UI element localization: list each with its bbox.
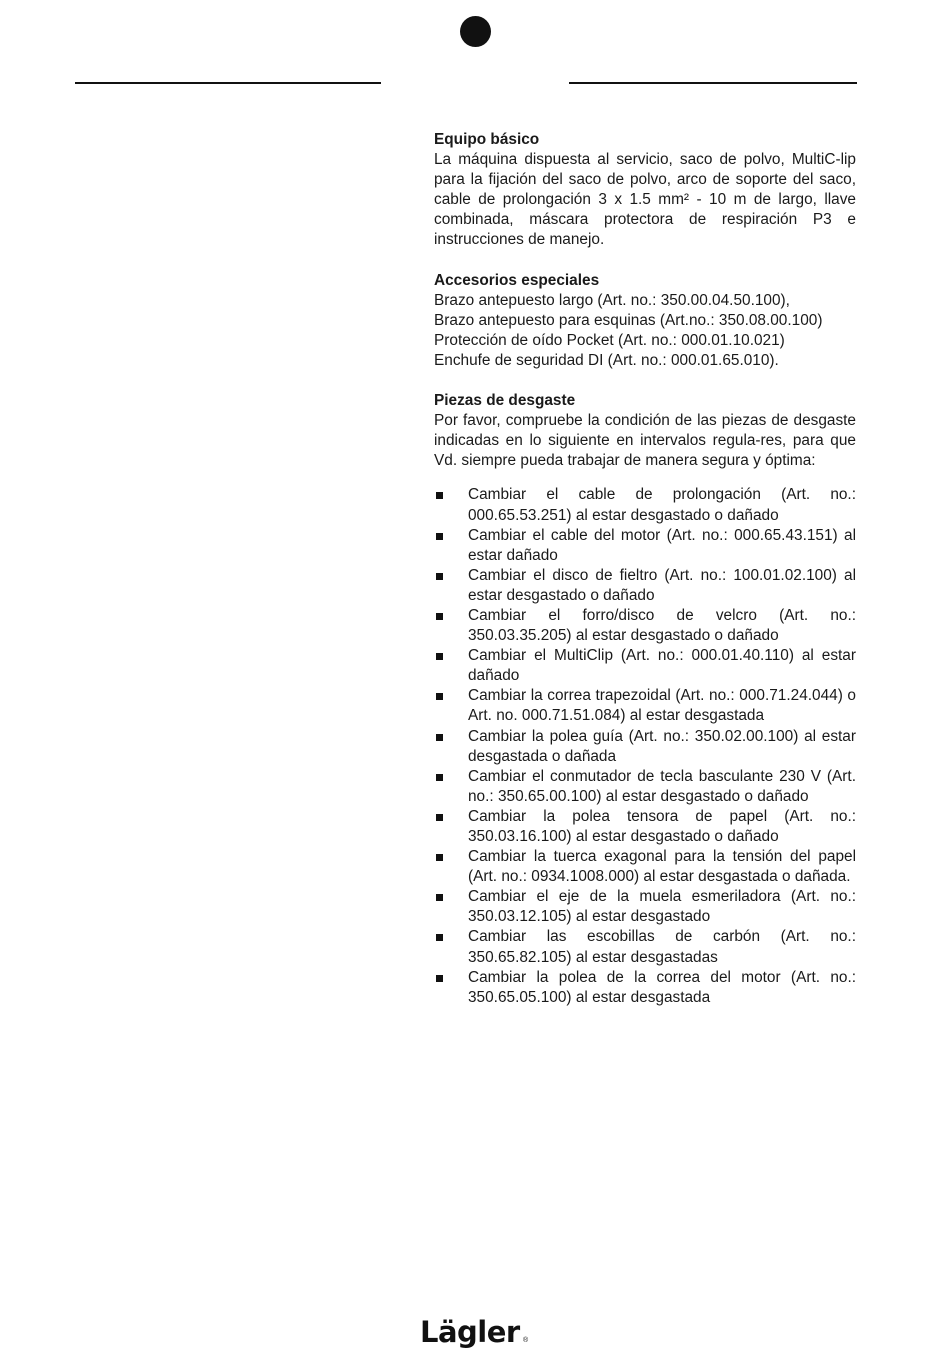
bullet-icon bbox=[436, 814, 443, 821]
main-content bbox=[434, 130, 856, 1028]
list-item bbox=[434, 566, 856, 606]
bullet-icon bbox=[436, 975, 443, 982]
wear-item-text: Cambiar el disco de fieltro (Art. no.: 100.01.02.100) al estar desgastado o dañado bbox=[468, 566, 856, 604]
list-item bbox=[434, 887, 856, 927]
brand-logo bbox=[420, 1312, 530, 1352]
brand-logo-text: Lägler bbox=[420, 1315, 520, 1349]
bullet-icon bbox=[436, 693, 443, 700]
wear-item-text: Cambiar el forro/disco de velcro (Art. no.: 350.03.35.205) al estar desgastado o dañado bbox=[468, 606, 856, 645]
bullet-icon bbox=[436, 854, 443, 861]
bullet-icon bbox=[436, 934, 443, 941]
list-item bbox=[434, 767, 856, 807]
list-item bbox=[434, 927, 856, 967]
registered-mark: ® bbox=[523, 1337, 529, 1344]
list-item bbox=[434, 526, 856, 566]
list-item bbox=[434, 847, 856, 887]
page-marker-dot bbox=[460, 16, 491, 47]
bullet-icon bbox=[436, 734, 443, 741]
bullet-icon bbox=[436, 774, 443, 781]
list-item bbox=[434, 485, 856, 525]
wear-parts-heading: Piezas de desgaste bbox=[434, 392, 576, 410]
bullet-icon bbox=[436, 894, 443, 901]
bullet-icon bbox=[436, 492, 443, 499]
wear-parts-section bbox=[434, 391, 856, 1008]
bullet-icon bbox=[436, 613, 443, 620]
list-item bbox=[434, 727, 856, 767]
header-rule-left bbox=[75, 82, 381, 84]
basic-equipment-heading: Equipo básico bbox=[434, 131, 540, 148]
accessory-item: Brazo antepuesto largo (Art. no.: 350.00.04.50.100), bbox=[434, 291, 790, 309]
wear-item-text: Cambiar el conmutador de tecla basculante 230 V (Art. no.: 350.65.00.100) al estar desgastado o dañado bbox=[468, 767, 856, 805]
accessory-item: Protección de oído Pocket (Art. no.: 000.01.10.021) bbox=[434, 331, 785, 349]
bullet-icon bbox=[436, 573, 443, 580]
wear-item-text: Cambiar las escobillas de carbón (Art. no.: 350.65.82.105) al estar desgastadas bbox=[468, 928, 856, 966]
wear-parts-intro: Por favor, compruebe la condición de las piezas de desgaste indicadas en lo siguiente en intervalos regula-res, para que Vd. siempre pueda trabajar de manera segura y óptima: bbox=[434, 412, 856, 470]
wear-parts-list bbox=[434, 485, 856, 1007]
list-item bbox=[434, 606, 856, 646]
wear-item-text: Cambiar el MultiClip (Art. no.: 000.01.40.110) al estar dañado bbox=[468, 647, 856, 685]
accessories-list bbox=[434, 291, 856, 371]
accessory-item: Enchufe de seguridad DI (Art. no.: 000.01.65.010). bbox=[434, 351, 779, 369]
wear-item-text: Cambiar la polea de la correa del motor (Art. no.: 350.65.05.100) al estar desgastada bbox=[468, 968, 856, 1006]
accessories-section bbox=[434, 271, 856, 371]
wear-item-text: Cambiar la polea guía (Art. no.: 350.02.00.100) al estar desgastada o dañada bbox=[468, 727, 856, 765]
wear-item-text: Cambiar la tuerca exagonal para la tensión del papel (Art. no.: 0934.1008.000) al estar desgastada o dañada. bbox=[468, 848, 856, 886]
basic-equipment-section bbox=[434, 130, 856, 251]
accessory-item: Brazo antepuesto para esquinas (Art.no.: 350.08.00.100) bbox=[434, 311, 823, 329]
bullet-icon bbox=[436, 533, 443, 540]
wear-item-text: Cambiar la polea tensora de papel (Art. no.: 350.03.16.100) al estar desgastado o dañado bbox=[468, 807, 856, 845]
list-item bbox=[434, 686, 856, 726]
bullet-icon bbox=[436, 653, 443, 660]
wear-item-text: Cambiar el cable del motor (Art. no.: 000.65.43.151) al estar dañado bbox=[468, 526, 856, 564]
list-item bbox=[434, 646, 856, 686]
header-rule-right bbox=[569, 82, 857, 84]
wear-item-text: Cambiar el eje de la muela esmeriladora (Art. no.: 350.03.12.105) al estar desgastado bbox=[468, 888, 856, 926]
list-item bbox=[434, 968, 856, 1008]
accessories-heading: Accesorios especiales bbox=[434, 271, 600, 289]
wear-item-text: Cambiar la correa trapezoidal (Art. no.: 000.71.24.044) o Art. no. 000.71.51.084) al estar desgastada bbox=[468, 687, 856, 725]
wear-item-text: Cambiar el cable de prolongación (Art. no.: 000.65.53.251) al estar desgastado o dañado bbox=[468, 486, 856, 524]
list-item bbox=[434, 807, 856, 847]
basic-equipment-text: La máquina dispuesta al servicio, saco de polvo, MultiC-lip para la fijación del saco de polvo, arco de soporte del saco, cable de prolongación 3 x 1.5 mm² - 10 m de largo, llave combinada, máscara protectora de respiración P3 e instrucciones de manejo. bbox=[434, 151, 856, 249]
